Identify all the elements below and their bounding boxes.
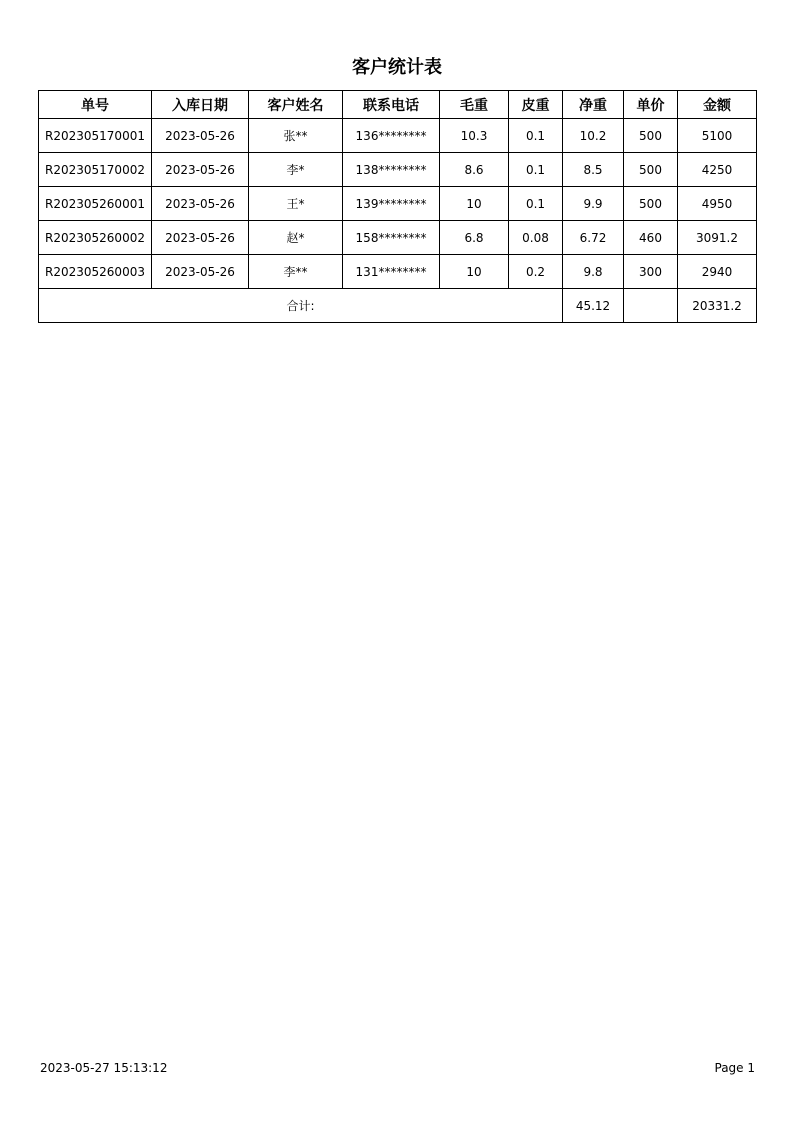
total-unit-price [624,289,678,323]
table-header-row [39,91,757,119]
cell-phone: 158******** [343,221,440,255]
customer-stats-table [38,90,757,323]
cell-tare-weight: 0.08 [509,221,563,255]
column-header: 净重 [563,91,624,119]
table-row [39,153,757,187]
cell-tare-weight: 0.1 [509,153,563,187]
cell-net-weight: 9.8 [563,255,624,289]
cell-unit-price: 500 [624,153,678,187]
cell-order-no: R202305260003 [39,255,152,289]
cell-tare-weight: 0.2 [509,255,563,289]
report-title: 客户统计表 [352,57,442,78]
print-timestamp: 2023-05-27 15:13:12 [40,1061,168,1075]
cell-order-no: R202305170002 [39,153,152,187]
cell-unit-price: 500 [624,187,678,221]
column-header: 入库日期 [152,91,249,119]
total-amount: 20331.2 [678,289,757,323]
cell-phone: 131******** [343,255,440,289]
cell-net-weight: 8.5 [563,153,624,187]
total-row [39,289,757,323]
cell-tare-weight: 0.1 [509,119,563,153]
cell-unit-price: 500 [624,119,678,153]
cell-amount: 4950 [678,187,757,221]
cell-gross-weight: 10 [440,255,509,289]
column-header: 金额 [678,91,757,119]
cell-phone: 139******** [343,187,440,221]
total-label: 合计: [39,289,563,323]
cell-gross-weight: 10 [440,187,509,221]
cell-gross-weight: 6.8 [440,221,509,255]
cell-date: 2023-05-26 [152,255,249,289]
cell-net-weight: 10.2 [563,119,624,153]
column-header: 皮重 [509,91,563,119]
cell-order-no: R202305260002 [39,221,152,255]
cell-amount: 2940 [678,255,757,289]
cell-amount: 5100 [678,119,757,153]
cell-unit-price: 460 [624,221,678,255]
cell-date: 2023-05-26 [152,187,249,221]
cell-customer: 李* [249,153,343,187]
cell-date: 2023-05-26 [152,153,249,187]
column-header: 毛重 [440,91,509,119]
cell-date: 2023-05-26 [152,221,249,255]
cell-customer: 赵* [249,221,343,255]
column-header: 单价 [624,91,678,119]
table-row [39,187,757,221]
cell-order-no: R202305260001 [39,187,152,221]
cell-customer: 张** [249,119,343,153]
table-row [39,119,757,153]
table-row [39,255,757,289]
cell-net-weight: 6.72 [563,221,624,255]
cell-amount: 3091.2 [678,221,757,255]
cell-tare-weight: 0.1 [509,187,563,221]
cell-net-weight: 9.9 [563,187,624,221]
cell-customer: 李** [249,255,343,289]
cell-phone: 136******** [343,119,440,153]
cell-amount: 4250 [678,153,757,187]
table-row [39,221,757,255]
page-number: Page 1 [714,1061,755,1075]
cell-order-no: R202305170001 [39,119,152,153]
cell-unit-price: 300 [624,255,678,289]
total-net-weight: 45.12 [563,289,624,323]
cell-date: 2023-05-26 [152,119,249,153]
cell-customer: 王* [249,187,343,221]
column-header: 单号 [39,91,152,119]
column-header: 客户姓名 [249,91,343,119]
cell-gross-weight: 10.3 [440,119,509,153]
cell-gross-weight: 8.6 [440,153,509,187]
column-header: 联系电话 [343,91,440,119]
cell-phone: 138******** [343,153,440,187]
